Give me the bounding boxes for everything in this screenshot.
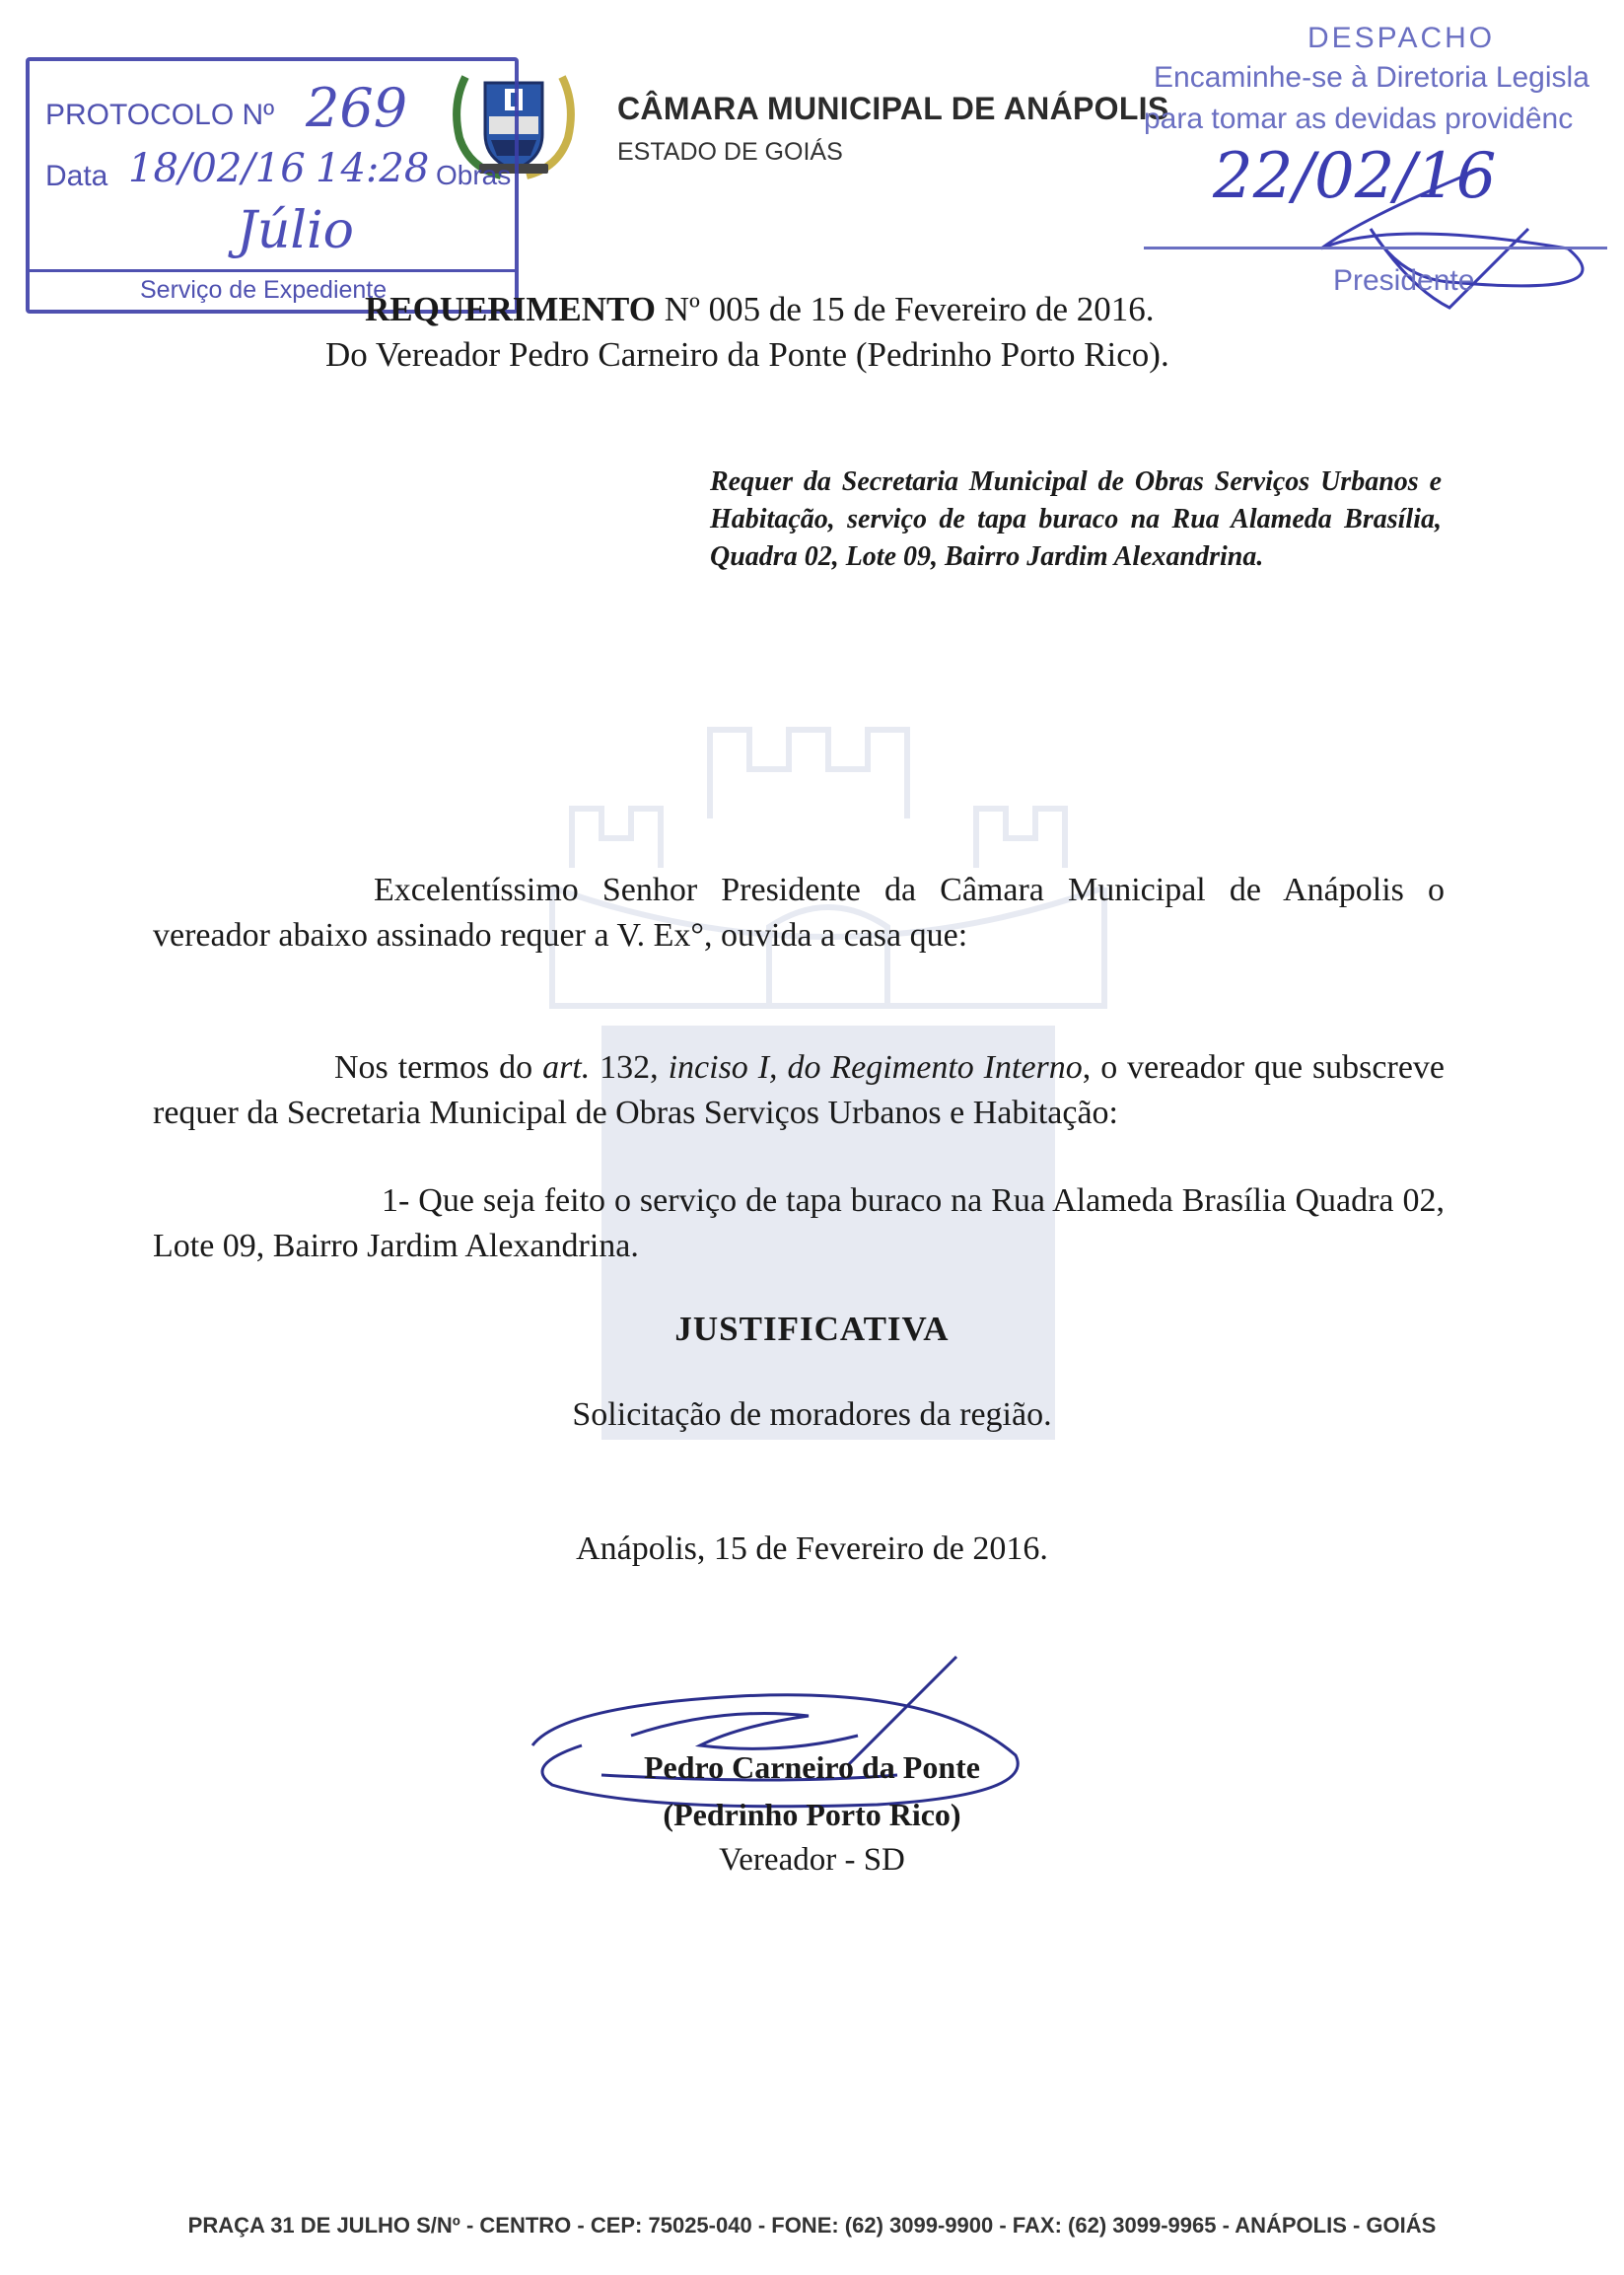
document-title-number: Nº 005 de 15 de Fevereiro de 2016. (655, 290, 1155, 328)
legal-basis-article: art. (542, 1049, 591, 1086)
legal-basis-inciso: inciso I, do Regimento Interno (668, 1049, 1083, 1086)
legal-basis-rest: , o vereador que subscreve requer da Secretaria Municipal de Obras Serviços Urbanos e Habitação: (153, 1049, 1446, 1131)
protocol-stamp (26, 57, 519, 314)
signatory-name: Pedro Carneiro da Ponte (644, 1749, 980, 1785)
legal-basis-number: 132, (590, 1049, 669, 1086)
protocol-number: 269 (306, 77, 408, 139)
signatory-role: Vereador - SD (719, 1842, 905, 1878)
despacho-signature-line (1144, 247, 1607, 249)
protocol-time: 14:28 (316, 146, 430, 191)
institution-state: ESTADO DE GOIÁS (617, 138, 843, 166)
document-author: Do Vereador Pedro Carneiro da Ponte (Pedrinho Porto Rico). (325, 335, 1169, 374)
request-item-1: 1- Que seja feito o serviço de tapa buraco na Rua Alameda Brasília Quadra 02, Lote 09, Bairro Jardim Alexandrina. (153, 1182, 1445, 1264)
justification-text: Solicitação de moradores da região. (572, 1396, 1052, 1433)
despacho-text-line1: Encaminhe-se à Diretoria Legisla (1154, 61, 1589, 94)
institution-title: CÂMARA MUNICIPAL DE ANÁPOLIS (617, 91, 1169, 126)
document-title (365, 290, 1155, 329)
protocol-stamp-footer: Serviço de Expediente (30, 269, 515, 310)
despacho-stamp (1104, 12, 1624, 308)
despacho-date: 22/02/16 (1213, 140, 1497, 213)
place-and-date: Anápolis, 15 de Fevereiro de 2016. (576, 1530, 1048, 1567)
despacho-title: DESPACHO (1307, 22, 1496, 54)
despacho-text-line2: para tomar as devidas providênc (1144, 103, 1574, 135)
legal-basis-intro: Nos termos do (334, 1049, 543, 1086)
legal-basis-paragraph (153, 1045, 1445, 1136)
salutation-paragraph: Excelentíssimo Senhor Presidente da Câmara Municipal de Anápolis o vereador abaixo assinado requer a V. Ex°, ouvida a casa que: (153, 872, 1445, 954)
signatory-nickname: (Pedrinho Porto Rico) (663, 1797, 961, 1832)
protocol-signature: Júlio (237, 201, 354, 260)
justification-heading: JUSTIFICATIVA (674, 1310, 950, 1348)
protocol-date-label: Data (45, 160, 108, 192)
footer-address: PRAÇA 31 DE JULHO S/Nº - CENTRO - CEP: 75025-040 - FONE: (62) 3099-9900 - FAX: (62) 3099-9965 - ANÁPOLIS - GOIÁS (187, 2213, 1437, 2238)
protocol-label: PROTOCOLO Nº (45, 99, 275, 131)
protocol-hours-label: Obras (436, 160, 512, 190)
document-title-type: REQUERIMENTO (365, 290, 656, 328)
despacho-signature-label: Presidente (1333, 264, 1475, 297)
document-summary: Requer da Secretaria Municipal de Obras Serviços Urbanos e Habitação, serviço de tapa buraco na Rua Alameda Brasília, Quadra 02, Lote 09, Bairro Jardim Alexandrina. (710, 466, 1442, 572)
protocol-date: 18/02/16 (128, 146, 306, 191)
